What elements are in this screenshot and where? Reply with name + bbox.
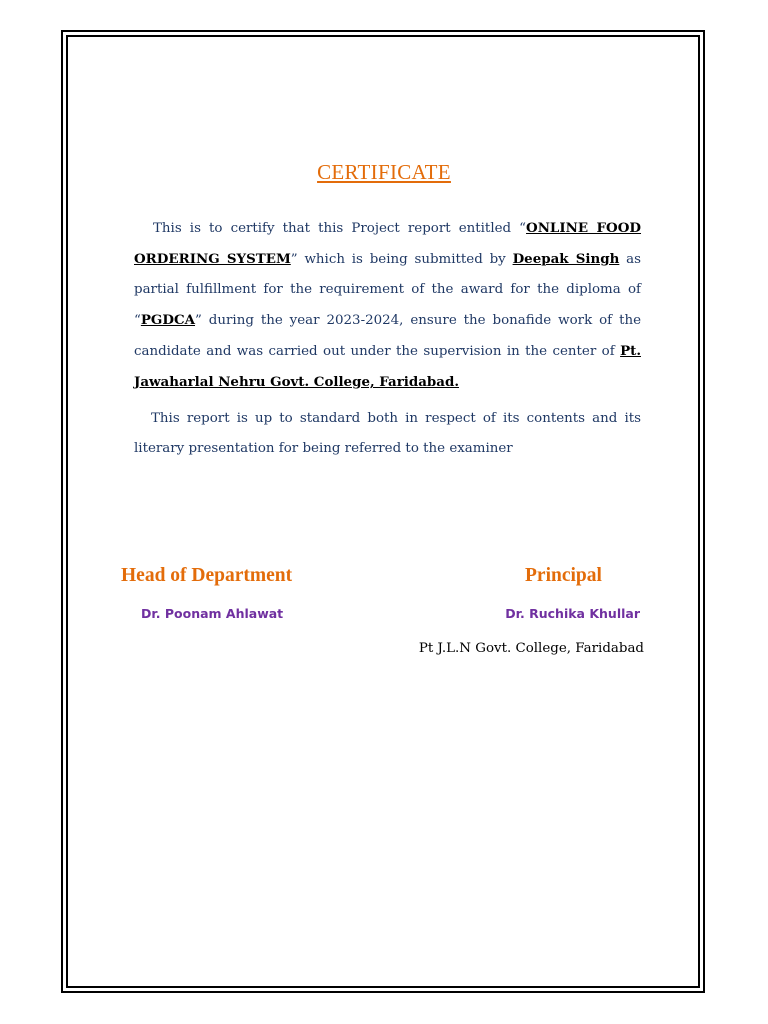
course-name: PGDCA bbox=[140, 312, 196, 328]
college-signature-line: Pt J.L.N Govt. College, Faridabad bbox=[418, 641, 644, 656]
hod-title: Head of Department bbox=[121, 565, 293, 586]
principal-title: Principal bbox=[525, 565, 602, 586]
hod-name: Dr. Poonam Ahlawat bbox=[141, 606, 284, 621]
certificate-title: CERTIFICATE bbox=[317, 160, 451, 184]
project-title: ONLINE FOOD ORDERING SYSTEM bbox=[134, 220, 642, 267]
certificate-paragraph-2: This report is up to standard both in respect of its contents and its literary presentation for being referred to the examiner bbox=[134, 411, 641, 456]
student-name: Deepak Singh bbox=[512, 251, 620, 267]
certificate-paragraph-1 bbox=[134, 213, 641, 398]
college-full-name: Pt. Jawaharlal Nehru Govt. College, Faridabad. bbox=[134, 343, 641, 390]
principal-name: Dr. Ruchika Khullar bbox=[505, 606, 640, 621]
para1-text-2: ” which is being submitted by bbox=[290, 252, 513, 267]
para1-text-4: ” during the year 2023-2024, ensure the bonafide work of the candidate and was carried out under the supervision in the center of bbox=[134, 313, 641, 359]
para1-text-3: as partial fulfillment for the requirement of the award for the diploma of “ bbox=[134, 252, 642, 328]
para1-text-1: This is to certify that this Project report entitled “ bbox=[153, 221, 527, 236]
